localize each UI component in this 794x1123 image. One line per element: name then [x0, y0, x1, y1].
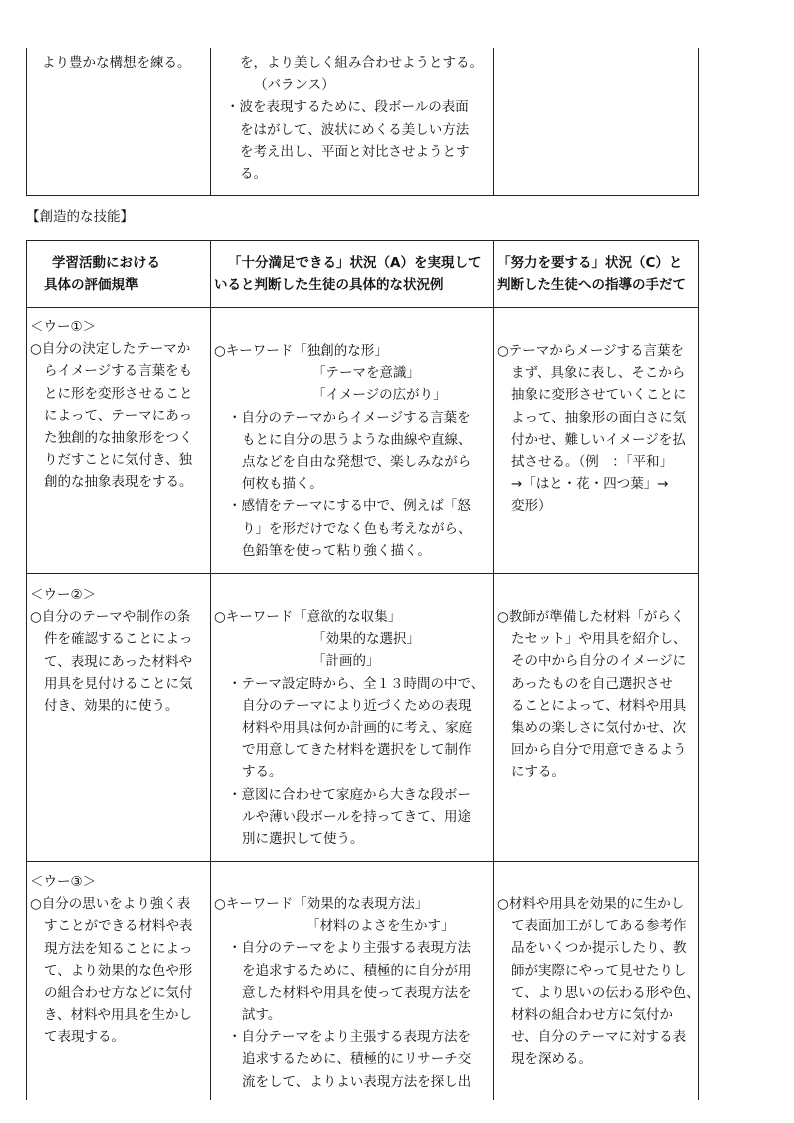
text-line: て、より効果的な色や形	[44, 962, 193, 979]
row2-col1	[30, 584, 210, 717]
section-title: 【創造的な技能】	[26, 209, 134, 225]
text-line: ○自分のテーマや制作の条	[30, 609, 191, 626]
text-line: らイメージする言葉をも	[44, 363, 193, 380]
row-divider	[27, 573, 698, 574]
header-text: 「努力を要する」状況（C）と	[497, 255, 683, 271]
text-line: より豊かな構想を練る。	[42, 55, 191, 71]
text-line: ・自分のテーマをより主張する表現方法	[228, 940, 471, 957]
text-line: たセット」や用具を紹介し、	[511, 631, 687, 648]
row3-col3	[497, 893, 700, 1071]
text-line: その中から自分のイメージに	[511, 653, 687, 670]
text-line: り」を形だけでなく色も考えながら、	[242, 520, 472, 537]
header-text: 具体の評価規準	[44, 277, 139, 293]
row2-col2	[214, 606, 494, 850]
column-divider	[210, 240, 211, 1100]
table-top-border	[27, 240, 698, 241]
text-line: を，より美しく組み合わせようとする。	[240, 55, 483, 71]
header-divider	[27, 307, 698, 308]
text-line: ・感情をテーマにする中で、例えば「怒	[228, 498, 471, 515]
text-line: ○自分の思いをより強く表	[30, 896, 191, 913]
row1-col2	[214, 340, 494, 562]
text-line: 点などを自由な発想で、楽しみながら	[242, 454, 472, 471]
text-line: →「はと・花・四つ葉」→	[511, 476, 669, 493]
text-line: ・自分テーマをより主張する表現方法を	[228, 1029, 471, 1046]
text-line: 「計画的」	[312, 653, 380, 670]
text-line: き、材料や用具を生かし	[44, 1007, 192, 1024]
text-line: もとに自分の思うような曲線や直線、	[242, 431, 472, 448]
text-line: 用具を見付けることに気	[44, 675, 193, 692]
text-line: 自分のテーマにより近づくための表現	[242, 697, 472, 714]
text-line: にする。	[511, 764, 565, 781]
header-text: 「十分満足できる」状況（A）を実現して	[228, 255, 482, 271]
text-line: ルや薄い段ボールを持ってきて、用途	[242, 808, 471, 825]
text-line: 現方法を知ることによっ	[44, 940, 193, 957]
text-line: 試す。	[242, 1007, 282, 1024]
text-line: た独創的な抽象形をつく	[44, 430, 193, 447]
header-col2	[214, 252, 494, 296]
text-line: ＜ウー③＞	[30, 874, 97, 890]
text-line: ＜ウー①＞	[30, 319, 97, 335]
text-line: ・意図に合わせて家庭から大きな段ボー	[228, 786, 471, 803]
text-line: 意した材料や用具を使って表現方法を	[242, 984, 472, 1001]
text-line: とに形を変形させること	[44, 385, 193, 402]
text-line: ・自分のテーマからイメージする言葉を	[228, 409, 471, 426]
header-text: いると判断した生徒の具体的な状況例	[214, 277, 444, 293]
row1-col3	[497, 340, 697, 518]
text-line: ○材料や用具を効果的に生かし	[497, 896, 685, 912]
text-line: で用意してきた材料を選択をして制作	[242, 742, 472, 759]
text-line: て表面加工がしてある参考作	[511, 918, 687, 935]
row3-col2	[214, 893, 494, 1093]
text-line: て表現する。	[44, 1029, 125, 1046]
text-line: て、表現にあった材料や	[44, 653, 193, 670]
column-divider	[210, 48, 211, 196]
text-line: ○テーマからメージする言葉を	[497, 343, 685, 359]
text-line: をはがして、波状にめくる美しい方法	[240, 121, 470, 138]
text-line: 何枚も描く。	[242, 476, 323, 493]
text-line: 創的な抽象表現をする。	[44, 474, 193, 491]
text-line: ることによって、材料や用具	[511, 697, 687, 714]
text-line: によって、テーマにあっ	[44, 407, 193, 424]
text-line: よって、抽象形の面白さに気	[511, 409, 687, 426]
text-line: 師が実際にやって見せたりし	[511, 962, 687, 979]
text-line: りだすことに気付き、独	[44, 452, 192, 469]
header-text: 判断した生徒への指導の手だて	[497, 277, 686, 293]
row-divider	[27, 861, 698, 862]
text-line: ○キーワード「効果的な表現方法」	[214, 896, 429, 912]
text-line: 件を確認することによっ	[44, 631, 193, 648]
header-col1	[30, 252, 210, 296]
text-line: （バランス）	[254, 77, 335, 94]
text-line: ＜ウー②＞	[30, 587, 97, 603]
text-line: ・波を表現するために、段ボールの表面	[226, 99, 469, 116]
text-line: を考え出し、平面と対比させようとす	[240, 143, 470, 160]
row2-col3	[497, 606, 697, 784]
text-line: 品をいくつか提示したり、教	[511, 940, 687, 957]
text-line: ・テーマ設定時から、全１３時間の中で、	[228, 675, 485, 692]
text-line: ○自分の決定したテーマか	[30, 341, 191, 358]
text-line: あったものを自己選択させ	[511, 675, 673, 692]
text-line: 材料の組合わせ方に気付か	[511, 1007, 673, 1024]
row3-col1	[30, 871, 210, 1049]
text-line: 「イメージの広がり」	[312, 387, 447, 404]
text-line: 別に選択して使う。	[242, 831, 364, 848]
text-line: せ、自分のテーマに対する表	[511, 1029, 687, 1046]
text-line: 色鉛筆を使って粘り強く描く。	[242, 542, 431, 559]
text-line: 付き、効果的に使う。	[44, 698, 179, 715]
text-line: 集めの楽しさに気付かせ、次	[511, 720, 687, 737]
text-line: 「テーマを意識」	[312, 365, 420, 382]
text-line: すことができる材料や表	[44, 918, 193, 935]
text-line: る。	[240, 166, 267, 183]
top-table-col1	[42, 52, 207, 74]
text-line: 変形）	[511, 498, 552, 515]
text-line: の組合わせ方などに気付	[44, 985, 193, 1002]
text-line: する。	[242, 764, 283, 781]
text-line: て、より思いの伝わる形や色、	[511, 984, 700, 1001]
text-line: まず、具象に表し、そこから	[511, 365, 686, 382]
text-line: 追求するために、積極的にリサーチ交	[242, 1051, 472, 1068]
text-line: 「材料のよさを生かす」	[306, 918, 455, 935]
header-text: 学習活動における	[52, 255, 160, 271]
text-line: 現を深める。	[511, 1051, 592, 1068]
text-line: ○キーワード「独創的な形」	[214, 343, 388, 359]
text-line: ○教師が準備した材料「がらく	[497, 609, 685, 625]
text-line: 抽象に変形させていくことに	[511, 387, 687, 404]
row1-col1	[30, 316, 210, 494]
text-line: 材料や用具は何か計画的に考え、家庭	[242, 720, 473, 737]
text-line: 拭させる。（例 ：「平和」	[511, 454, 673, 471]
text-line: 付かせ、難しいイメージを払	[511, 431, 686, 448]
text-line: 「効果的な選択」	[312, 631, 420, 648]
text-line: 回から自分で用意できるよう	[511, 742, 687, 759]
header-col3	[497, 252, 697, 296]
row-divider	[27, 195, 698, 196]
text-line: 流をして、よりよい表現方法を探し出	[242, 1073, 472, 1090]
top-table-col2	[226, 52, 494, 185]
text-line: を追求するために、積極的に自分が用	[242, 962, 472, 979]
text-line: ○キーワード「意欲的な収集」	[214, 609, 402, 625]
